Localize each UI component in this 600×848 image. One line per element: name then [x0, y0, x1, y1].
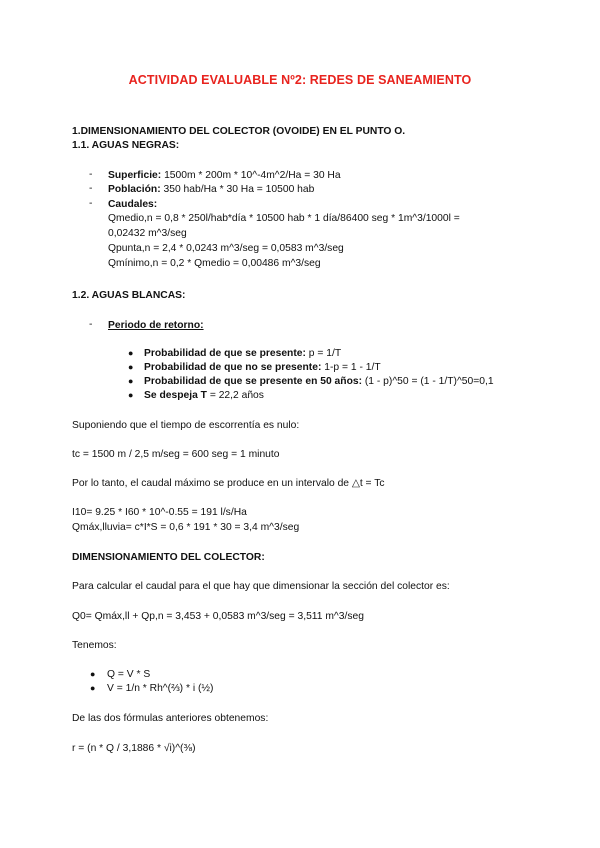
section-heading: DIMENSIONAMIENTO DEL COLECTOR: [72, 552, 265, 563]
caudal-line: Qmedio,n = 0,8 * 250l/hab*día * 10500 hab * 1 día/86400 seg * 1m^3/1000l = [108, 213, 460, 224]
paragraph: Para calcular el caudal para el que hay que dimensionar la sección del colector es: [72, 581, 450, 592]
list-dash: - [89, 198, 93, 209]
paragraph: tc = 1500 m / 2,5 m/seg = 600 seg = 1 minuto [72, 449, 280, 460]
paragraph: Q0= Qmáx,ll + Qp,n = 3,453 + 0,0583 m^3/seg = 3,511 m^3/seg [72, 611, 364, 622]
item-text: p = 1/T [305, 348, 342, 359]
item-text: 1-p = 1 - 1/T [321, 362, 381, 373]
item-label: Población: [108, 184, 161, 195]
item-label: Probabilidad de que no se presente: [144, 362, 322, 373]
bullet-icon: ● [128, 348, 134, 358]
list-dash: - [89, 169, 93, 180]
item-label: Superficie: [108, 170, 162, 181]
subsection-aguas-blancas: 1.2. AGUAS BLANCAS: [72, 290, 186, 301]
document-title: ACTIVIDAD EVALUABLE Nº2: REDES DE SANEAMIENTO [128, 73, 472, 87]
item-label: Probabilidad de que se presente: [144, 348, 306, 359]
item-text: 1500m * 200m * 10^-4m^2/Ha = 30 Ha [161, 170, 341, 181]
bullet-item [144, 347, 341, 361]
paragraph: Por lo tanto, el caudal máximo se produce en un intervalo de △t = Tc [72, 478, 385, 489]
item-text: 350 hab/Ha * 30 Ha = 10500 hab [160, 184, 315, 195]
paragraph: Suponiendo que el tiempo de escorrentía es nulo: [72, 420, 300, 431]
list-item-superficie [108, 169, 341, 183]
subsection-aguas-negras: 1.1. AGUAS NEGRAS: [72, 140, 180, 151]
caudal-line: 0,02432 m^3/seg [108, 228, 187, 239]
paragraph: Qmáx,lluvia= c*I*S = 0,6 * 191 * 30 = 3,4 m^3/seg [72, 522, 300, 533]
bullet-icon: ● [90, 669, 96, 679]
bullet-icon: ● [128, 362, 134, 372]
caudal-line: Qmínimo,n = 0,2 * Qmedio = 0,00486 m^3/seg [108, 258, 321, 269]
bullet-item [144, 375, 494, 389]
item-label: Se despeja T [144, 390, 207, 401]
periodo-retorno-label: Periodo de retorno: [108, 320, 204, 331]
item-label: Probabilidad de que se presente en 50 años: [144, 376, 363, 387]
bullet-item: V = 1/n * Rh^(⅔) * i (½) [107, 683, 214, 694]
list-dash: - [89, 183, 93, 194]
bullet-icon: ● [128, 390, 134, 400]
item-label: Caudales: [108, 199, 158, 210]
list-item-poblacion [108, 183, 314, 197]
item-text: (1 - p)^50 = (1 - 1/T)^50=0,1 [362, 376, 494, 387]
item-text: = 22,2 años [206, 390, 264, 401]
caudal-line: Qpunta,n = 2,4 * 0,0243 m^3/seg = 0,0583 m^3/seg [108, 243, 344, 254]
bullet-icon: ● [90, 683, 96, 693]
paragraph: r = (n * Q / 3,1886 * √i)^(⅜) [72, 743, 196, 754]
paragraph: I10= 9.25 * I60 * 10^-0.55 = 191 l/s/Ha [72, 507, 247, 518]
list-item-caudales [108, 198, 157, 212]
bullet-item: Q = V * S [107, 669, 151, 680]
section-heading: 1.DIMENSIONAMIENTO DEL COLECTOR (OVOIDE) EN EL PUNTO O. [72, 126, 406, 137]
bullet-item [144, 361, 381, 375]
list-dash: - [89, 319, 93, 330]
bullet-item [144, 389, 264, 403]
bullet-icon: ● [128, 376, 134, 386]
paragraph: Tenemos: [72, 640, 117, 651]
paragraph: De las dos fórmulas anteriores obtenemos: [72, 713, 269, 724]
